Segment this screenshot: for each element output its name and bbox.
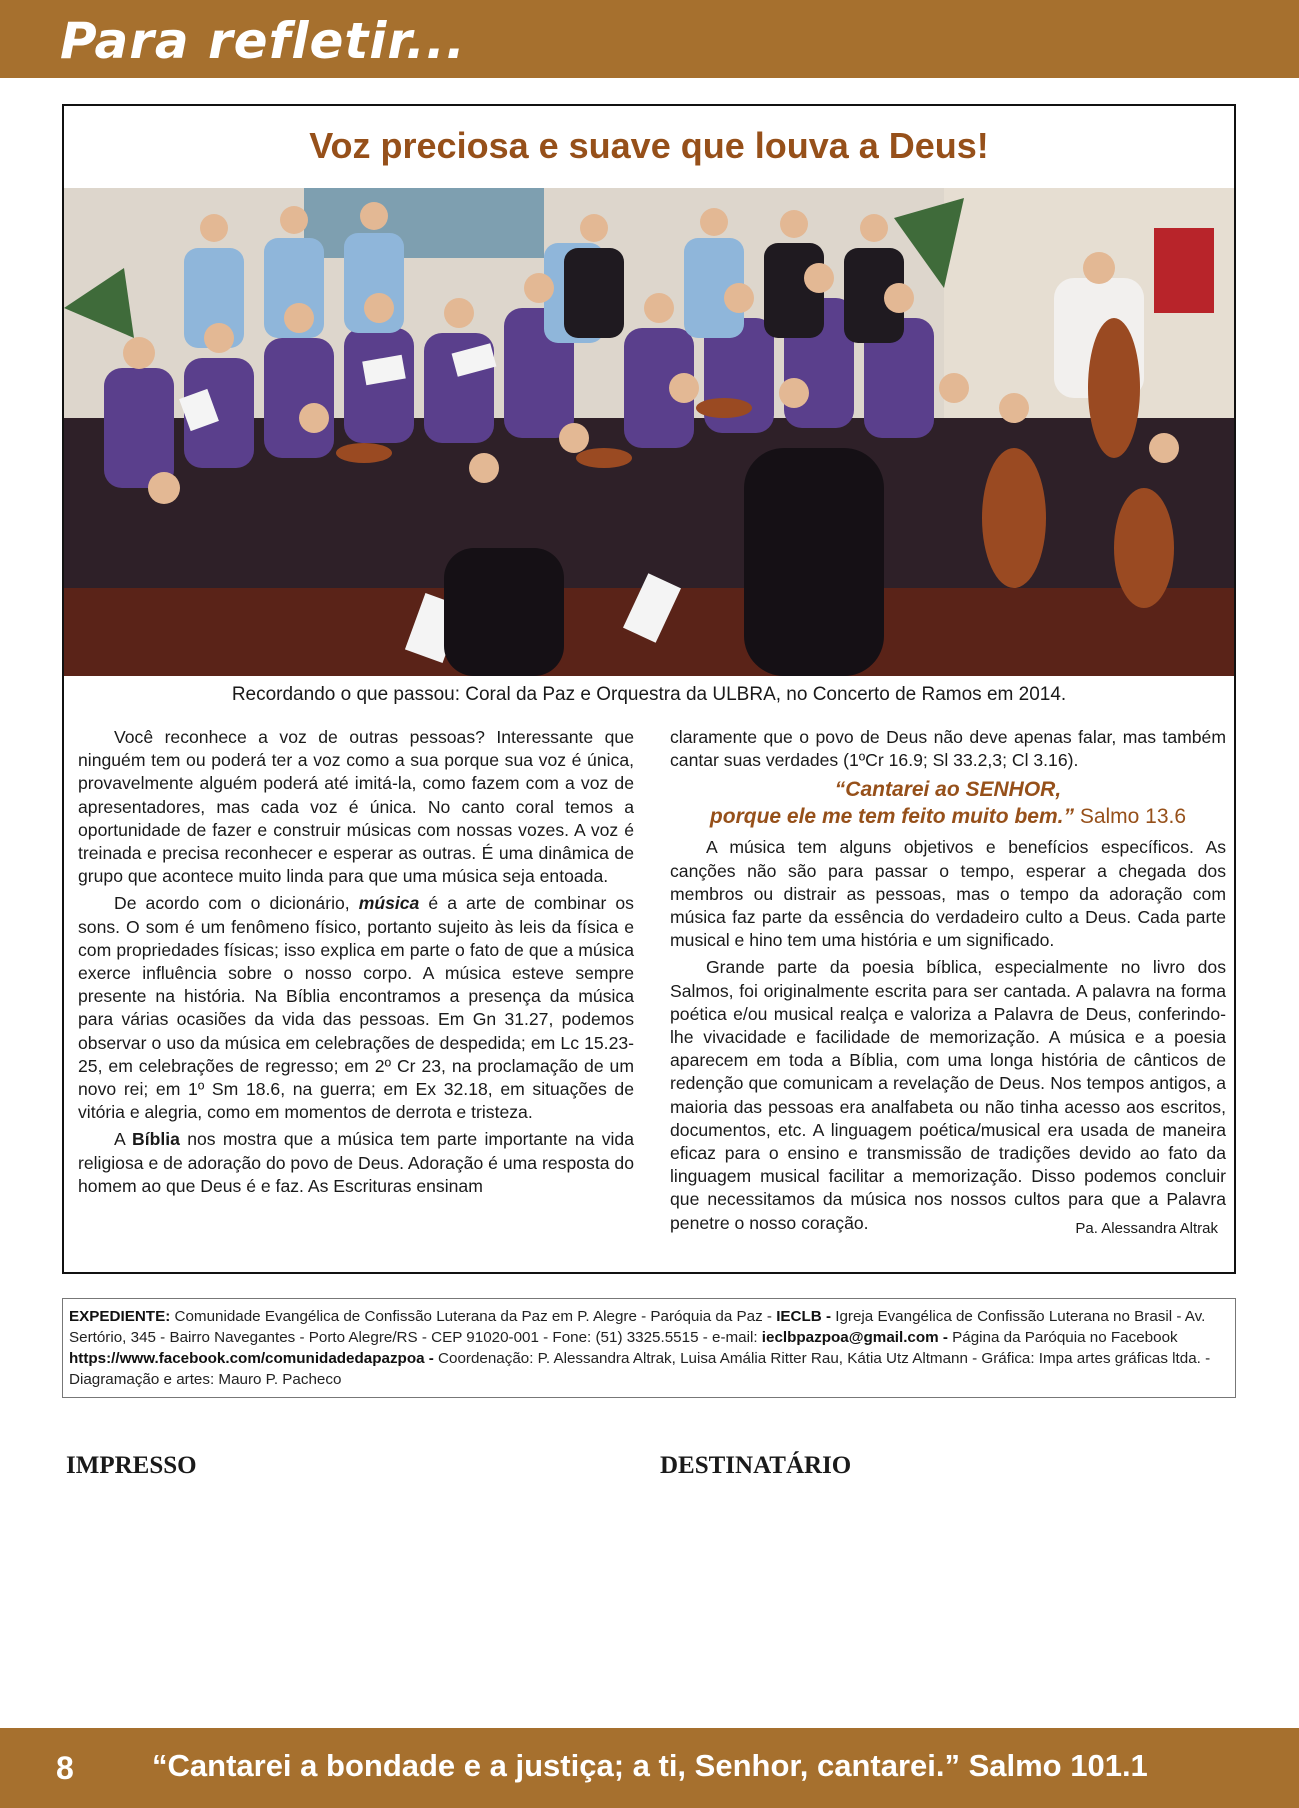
expediente-text: Comunidade Evangélica de Confissão Luterana da Paz em P. Alegre - Paróquia da Paz - [170, 1308, 777, 1325]
destinatario-label: DESTINATÁRIO [660, 1452, 852, 1479]
paragraph: Grande parte da poesia bíblica, especialmente no livro dos Salmos, foi originalmente escrita para ser cantada. A palavra na forma poética e/ou musical realça e valoriza a Palavra de Deus, conferindo-lhe vivacidade e facilidade de memorização. A música e a poesia aparecem em toda a Bíblia, com uma longa história de cânticos de redenção que comunicam a revelação de Deus. Nos tempos antigos, a maioria das pessoas era analfabeta ou não tinha acesso aos escritos, documentos, etc. A linguagem poética/musical era usada de maneira eficaz para o ensino e transmissão de tradições devido ao fato da linguagem musical facilitar a memorização. Disso podemos concluir que necessitamos da música nos nossos cultos para que a Palavra penetre o nosso coração. [670, 957, 1226, 1233]
expediente-label: EXPEDIENTE: [69, 1308, 171, 1325]
footer-quote: “Cantarei a bondade e a justiça; a ti, Senhor, cantarei.” Salmo 101.1 [152, 1748, 1148, 1783]
emphasis-biblia: Bíblia [132, 1129, 180, 1150]
paragraph [78, 1128, 634, 1198]
impresso-label: IMPRESSO [66, 1452, 197, 1479]
quote-reference: Salmo 13.6 [1079, 805, 1187, 829]
choir-orchestra-photo [64, 188, 1234, 676]
paragraph: A música tem alguns objetivos e benefícios específicos. As canções não são para passar o tempo, esperar a chegada dos membros ou distrair as pessoas, mas o tempo da adoração com música faz parte da essência do verdadeiro culto a Deus. Cada parte musical e hino tem uma história e um significado. [670, 837, 1226, 951]
paragraph-text: A [114, 1129, 133, 1150]
footer-band [0, 1728, 1299, 1808]
paragraph-text: De acordo com o dicionário, [114, 893, 359, 914]
ieclb-label: IECLB - [776, 1308, 832, 1325]
psalm-quote [670, 776, 1226, 830]
email-link[interactable]: ieclbpazpoa@gmail.com - [761, 1329, 948, 1346]
expediente-text: Igreja Evangélica de Confissão Luterana no Brasil - Av. Sertório, 345 - Bairro Navegantes - Porto Alegre/RS - CEP 91020-001 - Fone: (51) 3325.5515 - e-mail: [69, 1308, 1206, 1346]
page-number: 8 [56, 1750, 74, 1786]
quote-line-1: “Cantarei ao SENHOR, [834, 778, 1062, 802]
author-signature: Pa. Alessandra Altrak [1075, 1219, 1218, 1237]
section-title: Para refletir... [60, 12, 466, 70]
expediente-text: Página da Paróquia no Facebook [947, 1329, 1178, 1346]
paragraph-text: nos mostra que a música tem parte importante na vida religiosa e de adoração do povo de Deus. Adoração é uma resposta do homem ao que Deus é e faz. As Escrituras ensinam [78, 1129, 634, 1196]
paragraph: claramente que o povo de Deus não deve apenas falar, mas também cantar suas verdades (1ºCr 16.9; Sl 33.2,3; Cl 3.16). [670, 727, 1226, 771]
expediente-text: Coordenação: P. Alessandra Altrak, Luisa Amália Ritter Rau, Kátia Utz Altmann - Gráfica: Impa artes gráficas ltda. - Diagramação e artes: Mauro P. Pacheco [69, 1350, 1211, 1388]
right-column [670, 726, 1226, 1240]
paragraph: Você reconhece a voz de outras pessoas? Interessante que ninguém tem ou poderá ter a voz como a sua porque sua voz é única, provavelmente alguém poderá até imitá-la, como fazem com a voz de apresentadores, mas cada voz é única. No canto coral temos a oportunidade de fazer e construir músicas com nossas vozes. A voz é treinada e precisa reconhecer e esperar as outras. É uma dinâmica de grupo que acontece muito linda para que uma música seja entoada. [78, 727, 634, 887]
article-headline: Voz preciosa e suave que louva a Deus! [309, 125, 989, 166]
emphasis-musica: música [358, 893, 420, 914]
photo-caption: Recordando o que passou: Coral da Paz e Orquestra da ULBRA, no Concerto de Ramos em 2014. [231, 684, 1067, 705]
top-header-band [0, 0, 1299, 78]
article-box [62, 104, 1236, 1274]
paragraph [78, 892, 634, 1124]
facebook-link[interactable]: https://www.facebook.com/comunidadedapazpoa - [69, 1350, 434, 1367]
expediente-box [62, 1298, 1236, 1398]
paragraph-text: é a arte de combinar os sons. O som é um fenômeno físico, portanto sujeito às leis da física e com propriedades físicas; isso explica em parte o fato de que a música exerce influência sobre o nosso corpo. A música esteve sempre presente na história. Na Bíblia encontramos a presença da música para várias ocasiões da vida das pessoas. Em Gn 31.27, podemos observar o uso da música em celebrações de despedida; em Lc 15.23-25, em celebrações de regresso; em 2º Cr 23, na proclamação de um novo rei; em 1º Sm 18.6, na guerra; em Ex 32.18, em situações de vitória e alegria, como em momentos de derrota e tristeza. [78, 893, 634, 1123]
quote-line-2: porque ele me tem feito muito bem.” [709, 805, 1074, 829]
left-column [78, 726, 634, 1202]
